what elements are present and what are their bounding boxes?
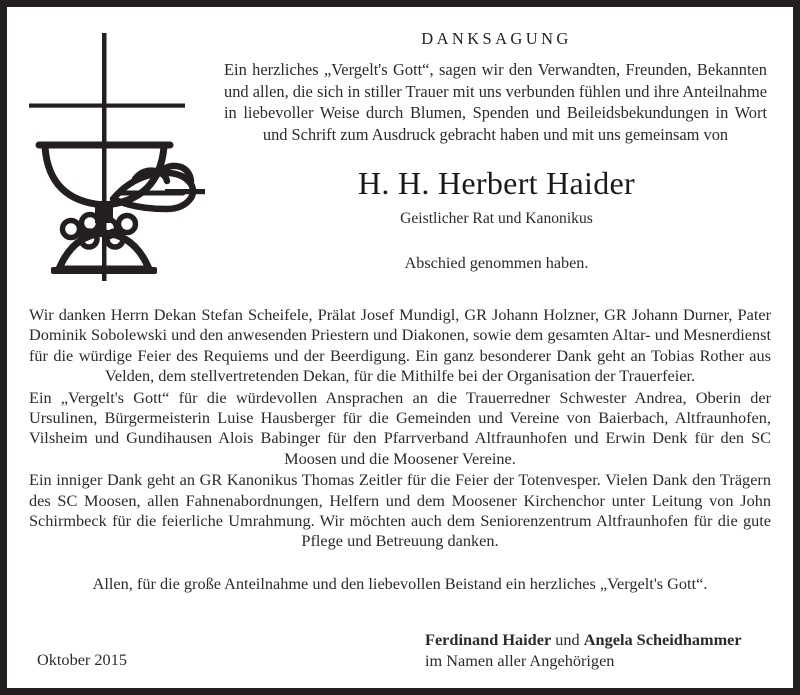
thanks-paragraph-3: Ein inniger Dank geht an GR Kanonikus Thomas Zeitler für die Feier der Totenvesper. Vielen Dank den Trägern des SC Moosen, allen Fahnenabordnungen, Helfern und dem Moosener Kirchenchor unter Leitung von John Schirmbeck für die feierliche Umrahmung. Wir möchten auch dem Seniorenzentrum Altfraunhofen für die gute Pflege und Betreuung danken. — [29, 470, 771, 551]
footer — [29, 618, 771, 674]
signer-two: Angela Scheidhammer — [583, 630, 742, 649]
deceased-name: H. H. Herbert Haider — [358, 165, 635, 201]
body-section — [29, 305, 771, 611]
signature-block — [425, 629, 742, 671]
signer-one: Ferdinand Haider — [425, 630, 552, 649]
signer-role: im Namen aller Angehörigen — [425, 651, 615, 670]
signer-names — [425, 629, 742, 650]
page-title: DANKSAGUNG — [421, 29, 572, 48]
deceased-title: Geistlicher Rat und Kanonikus — [400, 210, 593, 227]
intro-paragraph: Ein herzliches „Vergelt's Gott“, sagen wir den Verwandten, Freunden, Bekannten und allen, die sich in stiller Trauer mit uns verbunden fühlen und ihre Anteilnahme in liebevoller Weise durch Blumen, Spenden und Beileidsbekundungen in Wort und Schrift zum Ausdruck gebracht haben und mit uns gemeinsam von — [224, 60, 767, 144]
farewell-line: Abschied genommen haben. — [404, 254, 589, 272]
thanks-paragraph-2: Ein „Vergelt's Gott“ für die würdevollen Ansprachen an die Trauerredner Schwester Andrea, Oberin der Ursulinen, Bürgermeisterin Luise Hausberger für die Gemeinden und Vereine von Baierbach, Altfraunhofen, Vilsheim und Gundihausen Alois Babinger für den Pfarrverband Altfraunhofen und Erwin Denk für den SC Moosen und die Moosener Vereine. — [29, 387, 771, 468]
thanks-paragraph-1: Wir danken Herrn Dekan Stefan Scheifele, Prälat Josef Mundigl, GR Johann Holzner, GR Johann Durner, Pater Dominik Sobolewski und den anwesenden Priestern und Diakonen, sowie dem gesamten Altar- und Mesnerdienst für die würdige Feier des Requiems und der Beerdigung. Ein ganz besonderer Dank geht an Tobias Rother aus Velden, dem stellvertretenden Dekan, für die Mithilfe bei der Organisation der Trauerfeier. — [29, 305, 771, 386]
closing-paragraph: Allen, für die große Anteilnahme und den liebevollen Beistand ein herzliches „Vergelt's Gott“. — [92, 573, 708, 593]
notice-date: Oktober 2015 — [37, 650, 127, 669]
signer-conjunction: und — [551, 630, 584, 649]
top-section — [29, 7, 771, 273]
notice-inner — [7, 7, 793, 688]
